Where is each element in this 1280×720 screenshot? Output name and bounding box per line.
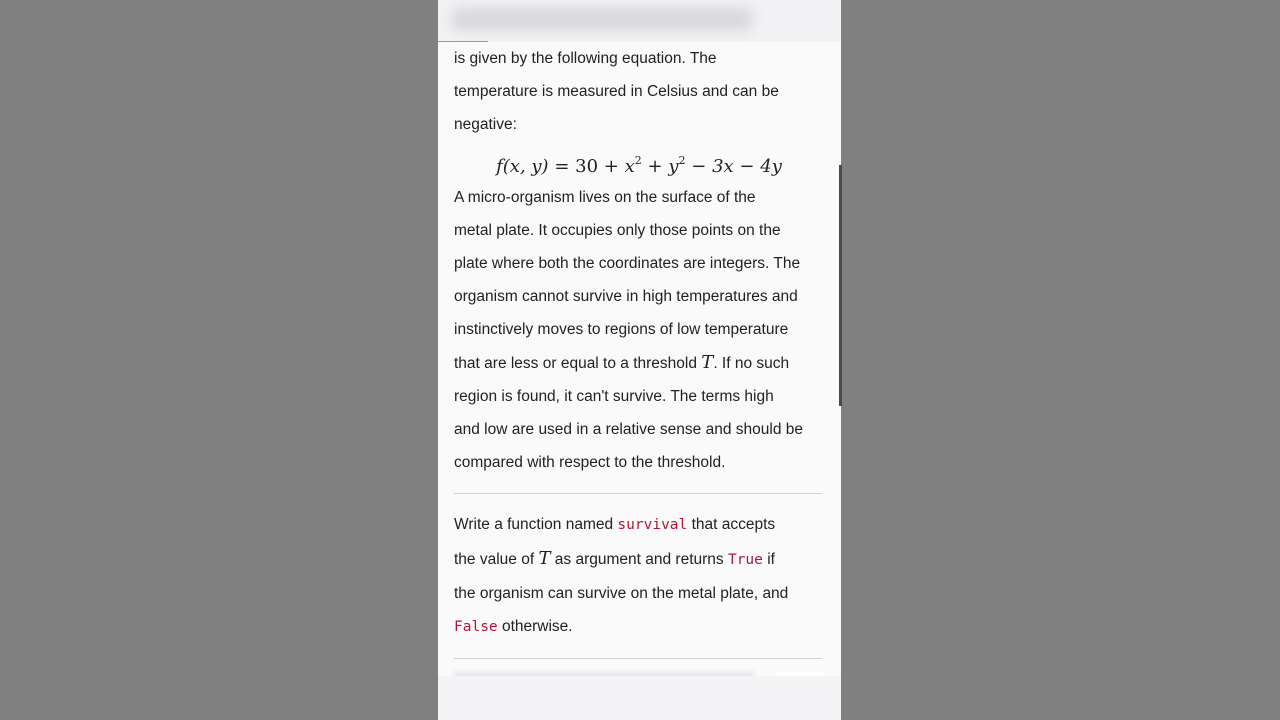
- bottom-bar: [438, 676, 841, 720]
- code-true: True: [727, 552, 763, 568]
- eq-equals: =: [554, 156, 570, 177]
- body-line: A micro-organism lives on the surface of the: [454, 189, 756, 206]
- math-T: T: [538, 548, 551, 569]
- text: Write a function named: [454, 516, 618, 533]
- body-line: metal plate. It occupies only those points on the: [454, 222, 781, 239]
- eq-term: 3x: [712, 156, 734, 177]
- task-line: [454, 542, 824, 577]
- eq-x: x: [624, 156, 635, 177]
- task-line: [454, 508, 824, 542]
- body-line: region is found, it can't survive. The terms high: [454, 388, 774, 405]
- text: the value of: [454, 551, 539, 568]
- text: . If no such: [713, 355, 790, 372]
- eq-op: −: [739, 156, 755, 177]
- body-line: [454, 346, 824, 380]
- eq-y: y: [668, 156, 679, 177]
- intro-line: temperature is measured in Celsius and can be: [454, 83, 779, 100]
- scrollbar[interactable]: [839, 165, 842, 406]
- content-panel: [438, 0, 841, 720]
- math-T: T: [701, 352, 714, 373]
- body-line: organism cannot survive in high temperatures and: [454, 288, 798, 305]
- temperature-equation: [454, 141, 824, 181]
- text: that are less or equal to a threshold: [454, 355, 702, 372]
- eq-term: 4y: [760, 156, 782, 177]
- eq-op: −: [691, 156, 707, 177]
- blurred-header: [438, 0, 841, 42]
- task-line: [454, 610, 824, 644]
- divider: [454, 493, 822, 494]
- problem-statement: [454, 42, 824, 673]
- eq-exp: 2: [634, 154, 642, 167]
- intro-line: negative:: [454, 116, 517, 133]
- code-false: False: [454, 619, 498, 635]
- eq-exp: 2: [678, 154, 686, 167]
- blurred-title: [452, 8, 752, 30]
- text: if: [762, 551, 775, 568]
- eq-op: +: [603, 156, 619, 177]
- eq-const: 30: [575, 156, 599, 177]
- divider: [454, 658, 822, 659]
- text: otherwise.: [497, 618, 573, 635]
- task-line: the organism can survive on the metal plate, and: [454, 585, 789, 602]
- body-line: and low are used in a relative sense and should be: [454, 421, 803, 438]
- body-line: plate where both the coordinates are integers. The: [454, 255, 801, 272]
- text: that accepts: [687, 516, 776, 533]
- eq-lhs: f(x, y): [496, 156, 549, 177]
- text: as argument and returns: [550, 551, 728, 568]
- intro-line: is given by the following equation. The: [454, 50, 717, 67]
- eq-op: +: [647, 156, 663, 177]
- body-line: compared with respect to the threshold.: [454, 454, 726, 471]
- code-function-name: survival: [617, 517, 688, 533]
- body-line: instinctively moves to regions of low temperature: [454, 321, 789, 338]
